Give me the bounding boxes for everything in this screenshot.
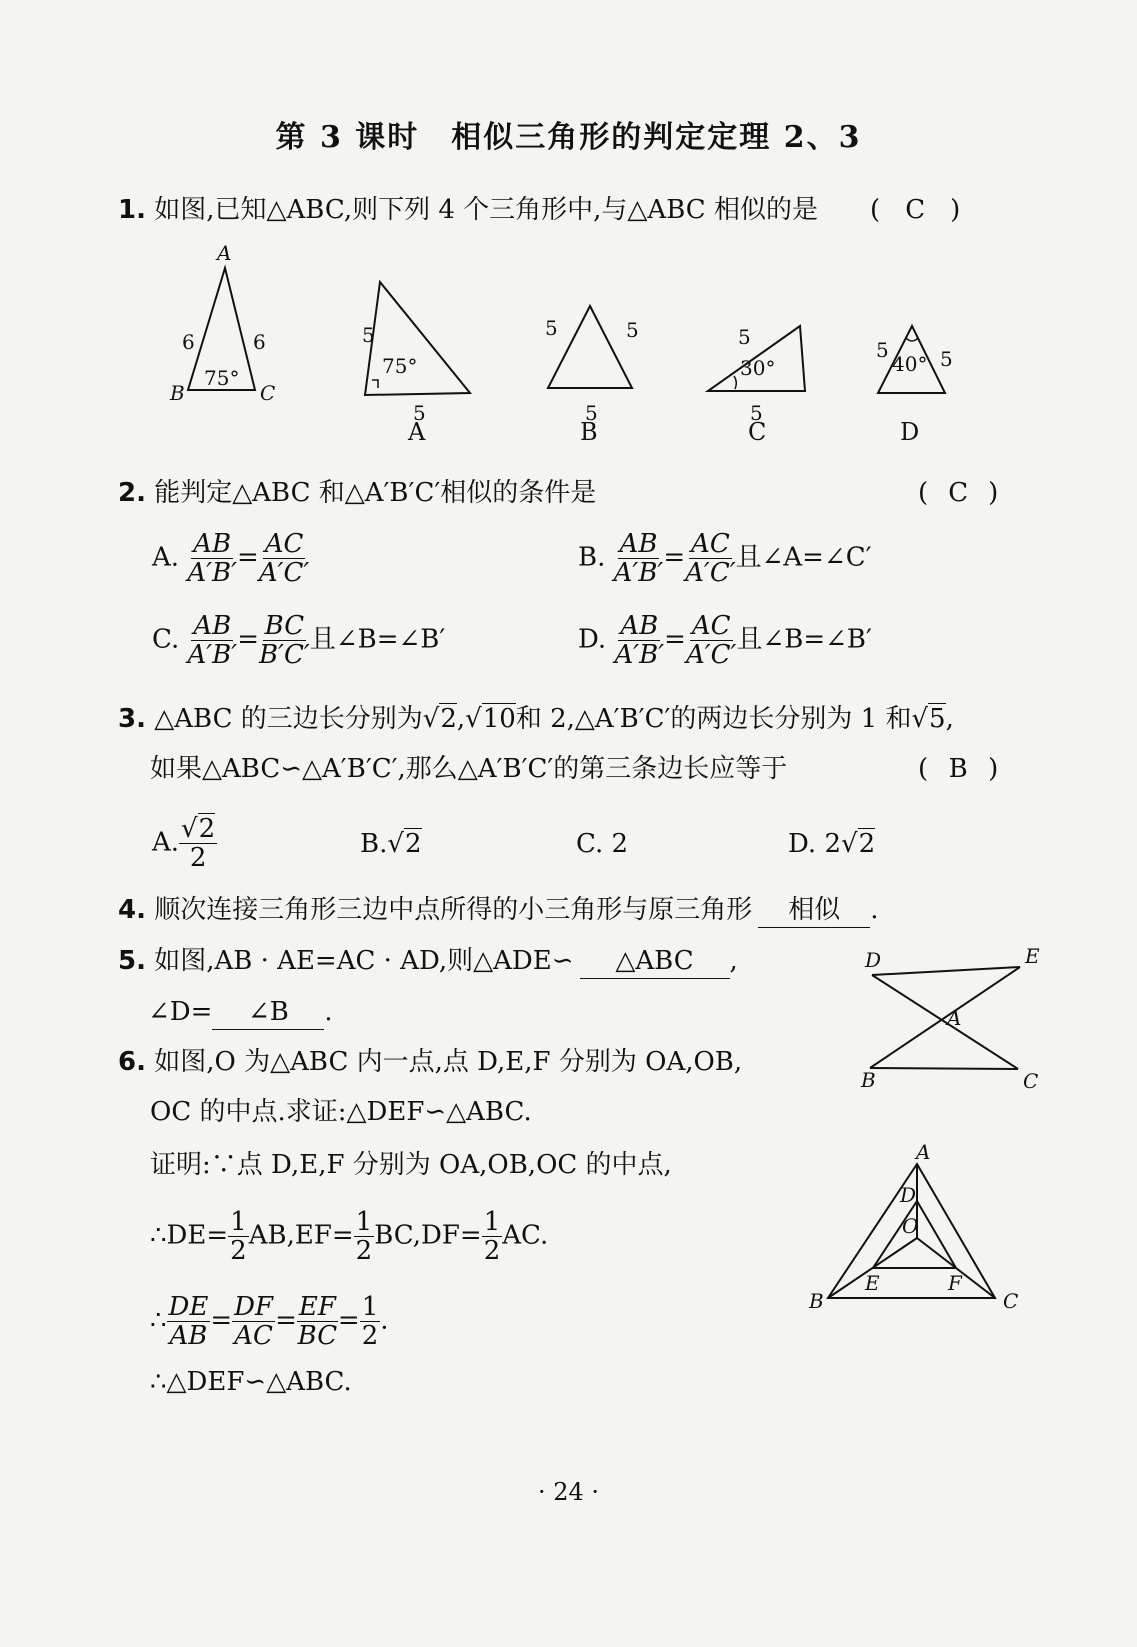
proof-line-1: 证明:∵点 D,E,F 分别为 OA,OB,OC 的中点,	[150, 1150, 672, 1180]
question-number: 2.	[118, 478, 146, 508]
answer-blank: ∠B	[212, 995, 324, 1030]
side-label: 5	[585, 401, 598, 425]
page-number: · 24 ·	[537, 1478, 600, 1506]
option-c: C. $\frac{AB}{A'B'}$ = $\frac{BC}{B'C'}$ 且∠B=∠B′	[152, 611, 446, 670]
side-label: 5	[738, 325, 751, 349]
side-label: 5	[750, 401, 763, 425]
angle-label: 75°	[382, 354, 418, 378]
question-3-line-2: 如果△ABC∽△A′B′C′,那么△A′B′C′的第三条边长应等于	[150, 754, 788, 784]
side-label: 6	[253, 330, 266, 354]
answer-bracket: ( C )	[918, 478, 999, 508]
question-number: 1.	[118, 195, 146, 225]
answer-blank: 相似	[758, 893, 870, 928]
question-6: 6. 如图,O 为△ABC 内一点,点 D,E,F 分别为 OA,OB,	[118, 1047, 743, 1077]
side-label: 5	[362, 323, 375, 347]
proof-line-4: ∴△DEF∽△ABC.	[150, 1367, 352, 1397]
page-title: 第 3 课时 相似三角形的判定定理 2、3	[275, 120, 862, 155]
vertex-label: B	[170, 381, 185, 405]
option-label: A	[408, 418, 426, 446]
vertex-label: D	[900, 1183, 917, 1207]
vertex-label: C	[1003, 1289, 1019, 1313]
question-5: 5. 如图,AB · AE=AC · AD,则△ADE∽ △ABC ,	[118, 944, 738, 979]
angle-label: 30°	[740, 356, 776, 380]
side-label: 6	[182, 330, 195, 354]
question-1	[118, 193, 818, 227]
vertex-label: A	[947, 1006, 962, 1030]
question-text: 如图,已知△ABC,则下列 4 个三角形中,与△ABC 相似的是	[154, 195, 818, 225]
q5-figure	[855, 945, 1055, 1095]
option-c: C. 2	[576, 829, 629, 859]
option-b: B. $\frac{AB}{A'B'}$ = $\frac{AC}{A'C'}$ 且∠A=∠C′	[578, 529, 872, 588]
side-label: 5	[545, 316, 558, 340]
proof-line-2: ∴DE= $\frac{1}{2}$ AB,EF= $\frac{1}{2}$ BC,DF= $\frac{1}{2}$ AC.	[150, 1207, 549, 1266]
question-5-line-2: ∠D= ∠B .	[148, 995, 333, 1030]
question-6-line-2: OC 的中点.求证:△DEF∽△ABC.	[150, 1097, 532, 1127]
side-label: 5	[876, 338, 889, 362]
vertex-label: A	[916, 1140, 931, 1164]
option-b: B.√2	[360, 829, 422, 859]
vertex-label: F	[948, 1271, 962, 1295]
answer-blank: △ABC	[580, 944, 730, 979]
vertex-label: C	[260, 381, 276, 405]
answer: C	[905, 195, 926, 225]
vertex-label: B	[861, 1068, 876, 1092]
vertex-label: A	[217, 241, 232, 265]
side-label: 5	[626, 318, 639, 342]
triangle-option-a	[365, 282, 470, 395]
vertex-label: D	[865, 948, 882, 972]
option-a: A. $\frac{AB}{A'B'}$ = $\frac{AC}{A'C'}$	[152, 529, 310, 588]
question-2	[118, 476, 596, 510]
option-label: D	[900, 418, 920, 446]
vertex-label: B	[809, 1289, 824, 1313]
angle-label: 40°	[892, 352, 928, 376]
answer-bracket: ( C )	[870, 195, 961, 225]
option-label: C	[748, 418, 767, 446]
vertex-label: E	[865, 1271, 880, 1295]
side-label: 5	[413, 401, 426, 425]
vertex-label: C	[1023, 1069, 1039, 1093]
option-d: D. 2√2	[788, 829, 876, 859]
q6-figure	[805, 1140, 1035, 1320]
answer: B	[948, 754, 968, 784]
triangle-option-b	[548, 306, 632, 388]
option-label: B	[580, 418, 598, 446]
option-a: A. $\frac{√2}{2}$	[152, 814, 216, 873]
proof-line-3: ∴ $\frac{DE}{AB}$ = $\frac{DF}{AC}$ = $\frac{EF}{BC}$ = $\frac{1}{2}$ .	[150, 1292, 389, 1351]
question-text: 能判定△ABC 和△A′B′C′相似的条件是	[154, 478, 597, 508]
angle-label: 75°	[204, 366, 240, 390]
question-4: 4. 顺次连接三角形三边中点所得的小三角形与原三角形 相似 .	[118, 893, 879, 928]
side-label: 5	[940, 347, 953, 371]
option-d: D. $\frac{AB}{A'B'}$ = $\frac{AC}{A'C'}$ 且∠B=∠B′	[578, 611, 872, 670]
question-3: 3. △ABC 的三边长分别为√2,√10和 2,△A′B′C′的两边长分别为 1 和√5,	[118, 704, 954, 734]
answer: C	[948, 478, 969, 508]
vertex-label: E	[1025, 945, 1040, 968]
q1-figures	[160, 240, 1000, 460]
answer-bracket: ( B )	[918, 754, 999, 784]
vertex-label: O	[902, 1214, 919, 1238]
